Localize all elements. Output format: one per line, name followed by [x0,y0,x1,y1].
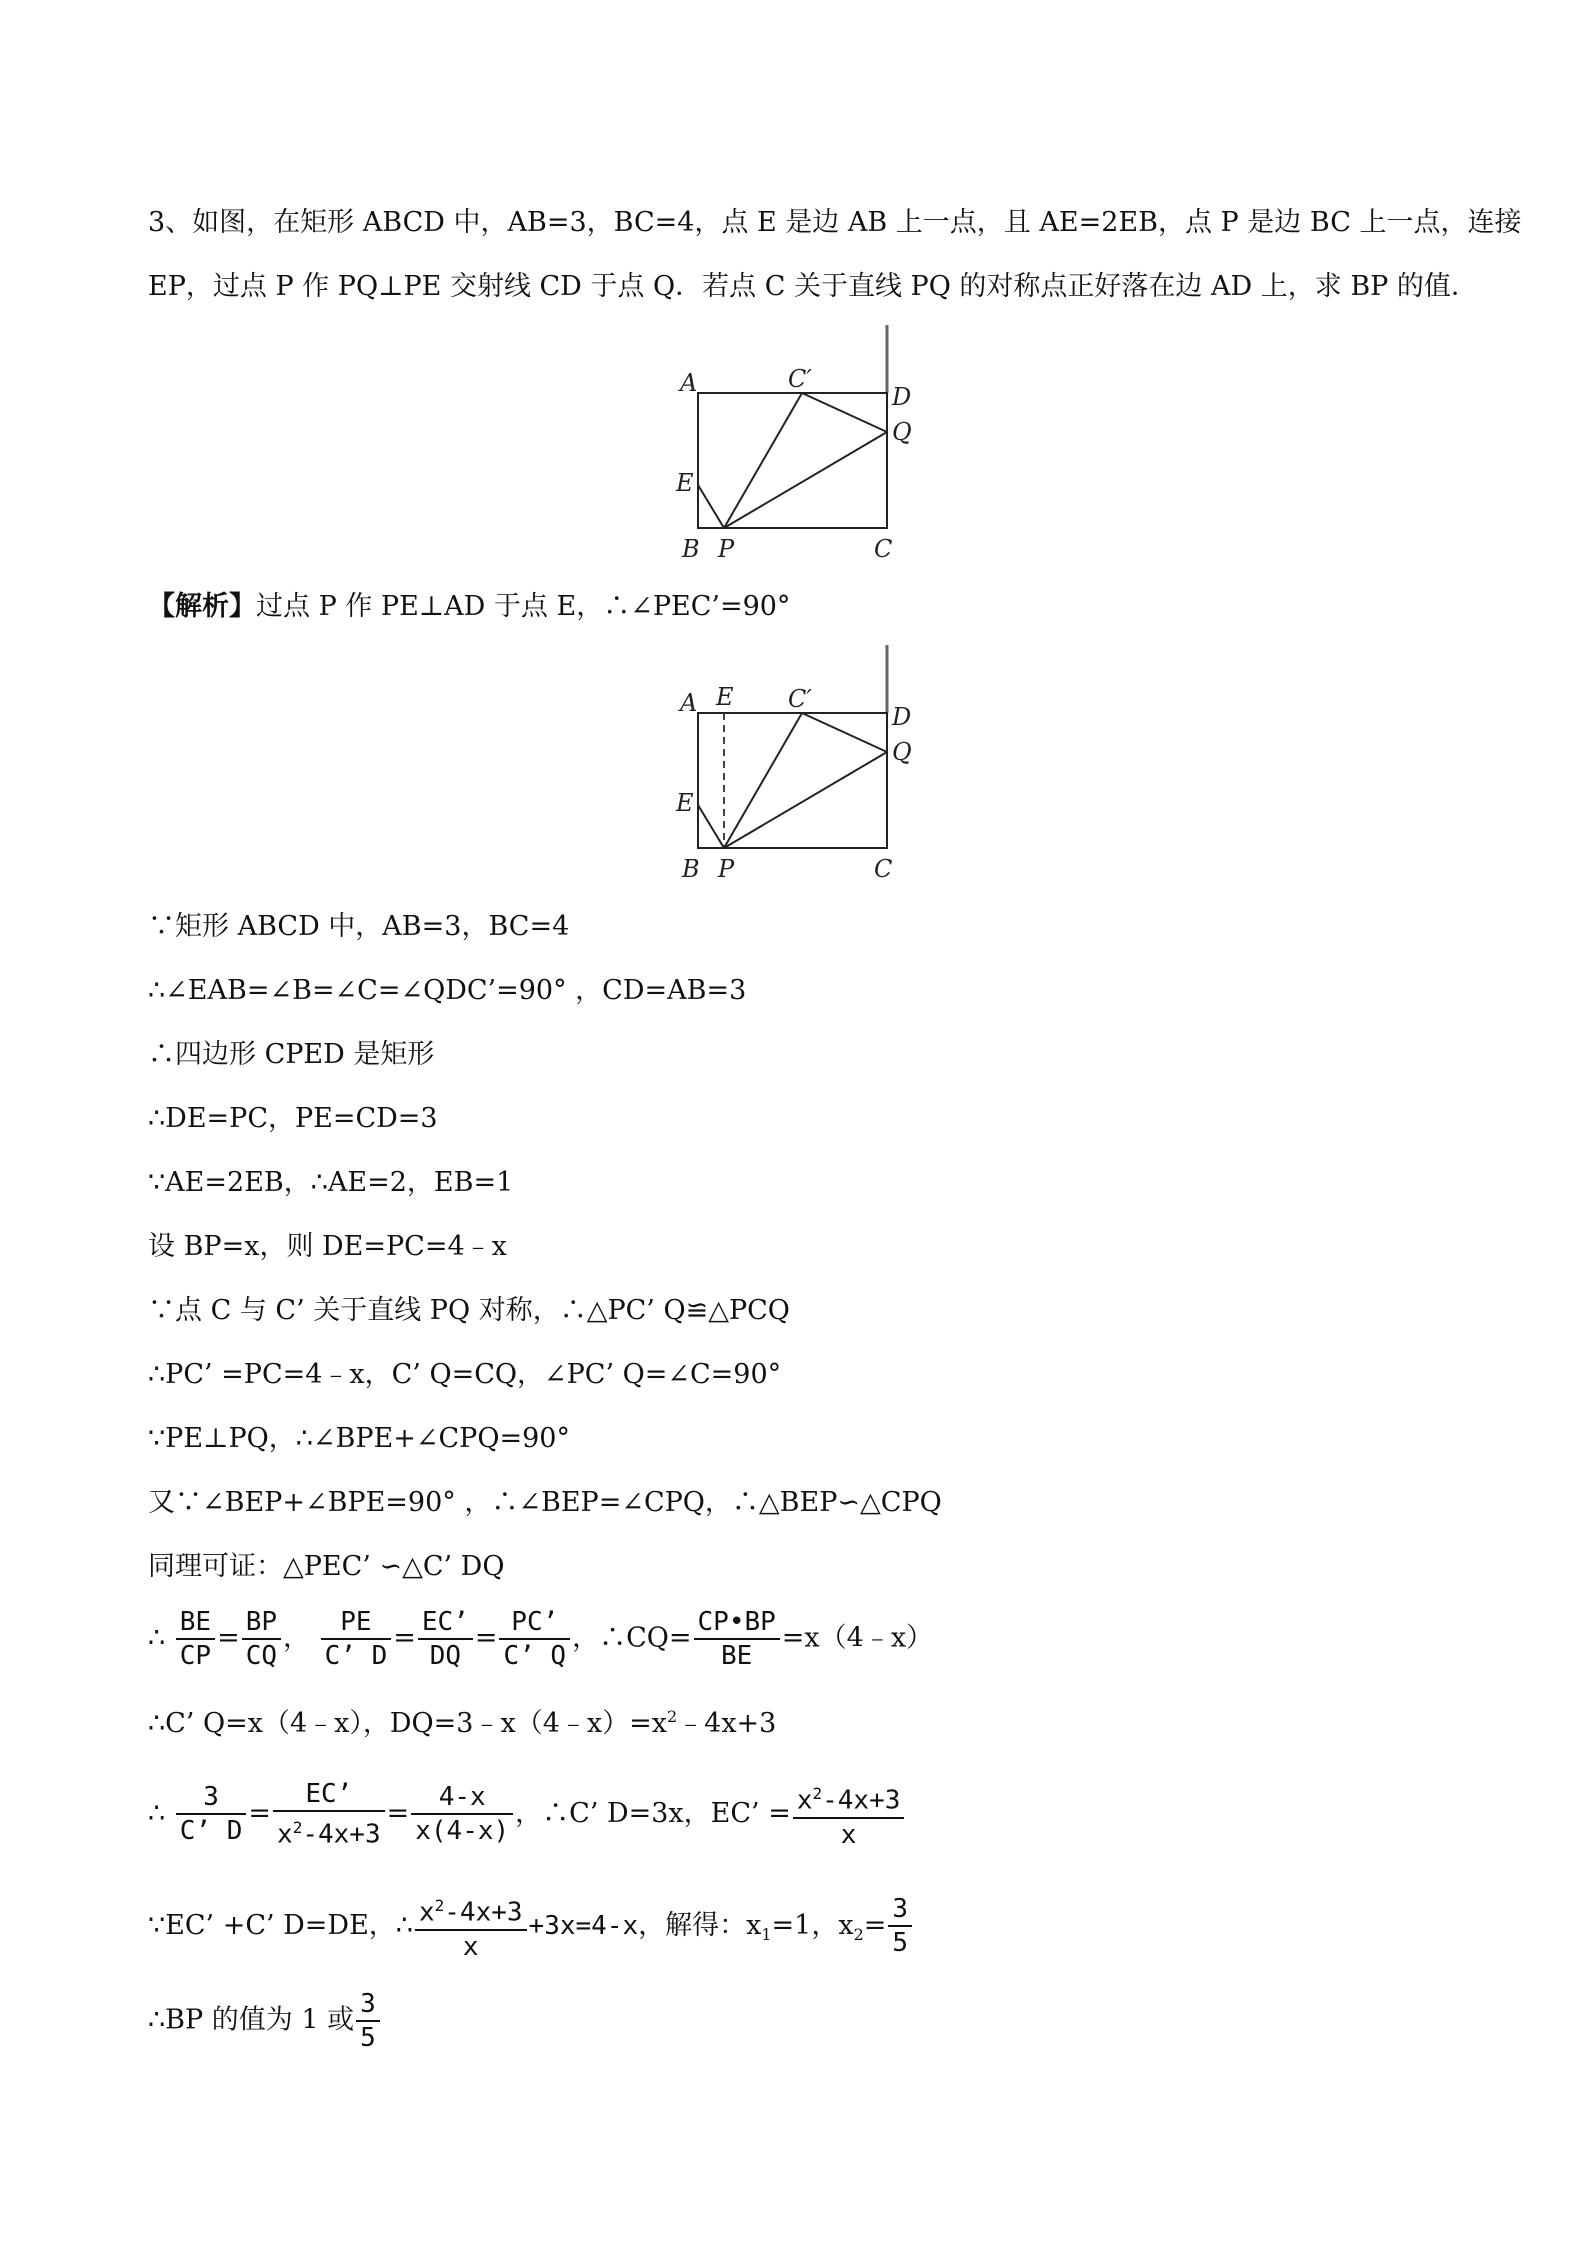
label-B: B [682,535,700,563]
step-11: 同理可证：△PEC’ ∽△C’ DQ [148,1551,505,1582]
analysis-text: 过点 P 作 PE⊥AD 于点 E，∴∠PEC’=90° [256,591,791,622]
step-4: ∴DE=PC，PE=CD=3 [148,1103,438,1134]
fraction: $\frac{EC’}{DQ}$ [418,1606,473,1672]
fraction: $\frac{4-x}{x(4-x)}$ [411,1781,513,1847]
fraction: $\frac{PC’}{C’ Q}$ [499,1606,570,1672]
step-6: 设 BP=x，则 DE=PC=4﹣x [148,1231,507,1262]
label-E-top: E [716,683,734,711]
label-P: P [718,855,735,883]
analysis-line [148,590,790,624]
step-1: ∵矩形 ABCD 中，AB=3，BC=4 [148,911,570,942]
equation-solve: ∵EC’ +C’ D=DE，∴ $\frac{x^2-4x+3}{x}$ +3x=4-x，解得：$x_1=1$，$x_2=$ $\frac{3}{5}$ [148,1890,914,1963]
label-E: E [676,789,694,817]
label-C: C [874,535,893,563]
problem-line-2: EP，过点 P 作 PQ⊥PE 交射线 CD 于点 Q．若点 C 关于直线 PQ 的对称点正好落在边 AD 上，求 BP 的值． [148,271,1478,302]
figure-1 [670,325,940,570]
problem-line-1: 3、如图，在矩形 ABCD 中，AB=3，BC=4，点 E 是边 AB 上一点，且 AE=2EB，点 P 是边 BC 上一点，连接 [148,207,1522,238]
fraction: $\frac{CP•BP}{BE}$ [694,1606,780,1672]
step-3: ∴四边形 CPED 是矩形 [148,1039,435,1070]
step-8: ∴PC’ =PC=4﹣x，C’ Q=CQ，∠PC’ Q=∠C=90° [148,1359,782,1390]
fraction: $\frac{x^2-4x+3}{x}$ [415,1890,527,1963]
fraction: $\frac{PE}{C’ D}$ [321,1606,392,1672]
label-D: D [892,703,912,731]
figure-2 [670,645,940,890]
equation-ratios: ∴ $\frac{BE}{CP}$ = $\frac{BP}{CQ}$ ， $\frac{PE}{C’ D}$ = $\frac{EC’}{DQ}$ = $\frac{PC’}{C’ Q}$ ，∴CQ= $\frac{CP•BP}{BE}$ =x（4﹣x） [148,1607,934,1671]
fraction: $\frac{BP}{CQ}$ [242,1606,281,1672]
label-C-prime: C′ [788,685,812,713]
label-Q: Q [892,418,912,446]
label-B: B [682,855,700,883]
step-10: 又∵∠BEP+∠BPE=90° ，∴∠BEP=∠CPQ，∴△BEP∽△CPQ [148,1487,942,1518]
equation-cd-ec: ∴ $\frac{3}{C’ D}$ = $\frac{EC’}{x^2-4x+3}$ = $\frac{4-x}{x(4-x)}$ ，∴C’ D=3x，EC’ = $\frac{x^2-4x+3}{x}$ [148,1778,906,1851]
step-7: ∵点 C 与 C’ 关于直线 PQ 对称，∴△PC’ Q≌△PCQ [148,1295,790,1326]
label-P: P [718,535,735,563]
label-A: A [680,689,698,717]
fraction: $\frac{3}{C’ D}$ [176,1781,247,1847]
fraction: $\frac{EC’}{x^2-4x+3}$ [273,1778,385,1851]
analysis-tag: 【解析】 [148,591,256,622]
label-Q: Q [892,738,912,766]
fraction: $\frac{3}{5}$ [888,1893,912,1959]
label-C: C [874,855,893,883]
label-C-prime: C′ [788,365,812,393]
label-A: A [680,369,698,397]
step-2: ∴∠EAB=∠B=∠C=∠QDC’=90° ，CD=AB=3 [148,975,747,1006]
step-9: ∵PE⊥PQ，∴∠BPE+∠CPQ=90° [148,1423,570,1454]
fraction: $\frac{BE}{CP}$ [176,1606,215,1672]
equation-cq-dq: ∴C’ Q=x（4﹣x），$DQ=3﹣x(4﹣x)=x^2﹣4x+3$ [148,1707,777,1739]
final-answer: ∴BP 的值为 1 或 $\frac{3}{5}$ [148,1988,382,2054]
step-5: ∵AE=2EB，∴AE=2，EB=1 [148,1167,514,1198]
fraction: $\frac{3}{5}$ [356,1988,380,2054]
fraction: $\frac{x^2-4x+3}{x}$ [793,1778,905,1851]
label-E: E [676,469,694,497]
label-D: D [892,383,912,411]
problem-statement [148,206,1522,304]
